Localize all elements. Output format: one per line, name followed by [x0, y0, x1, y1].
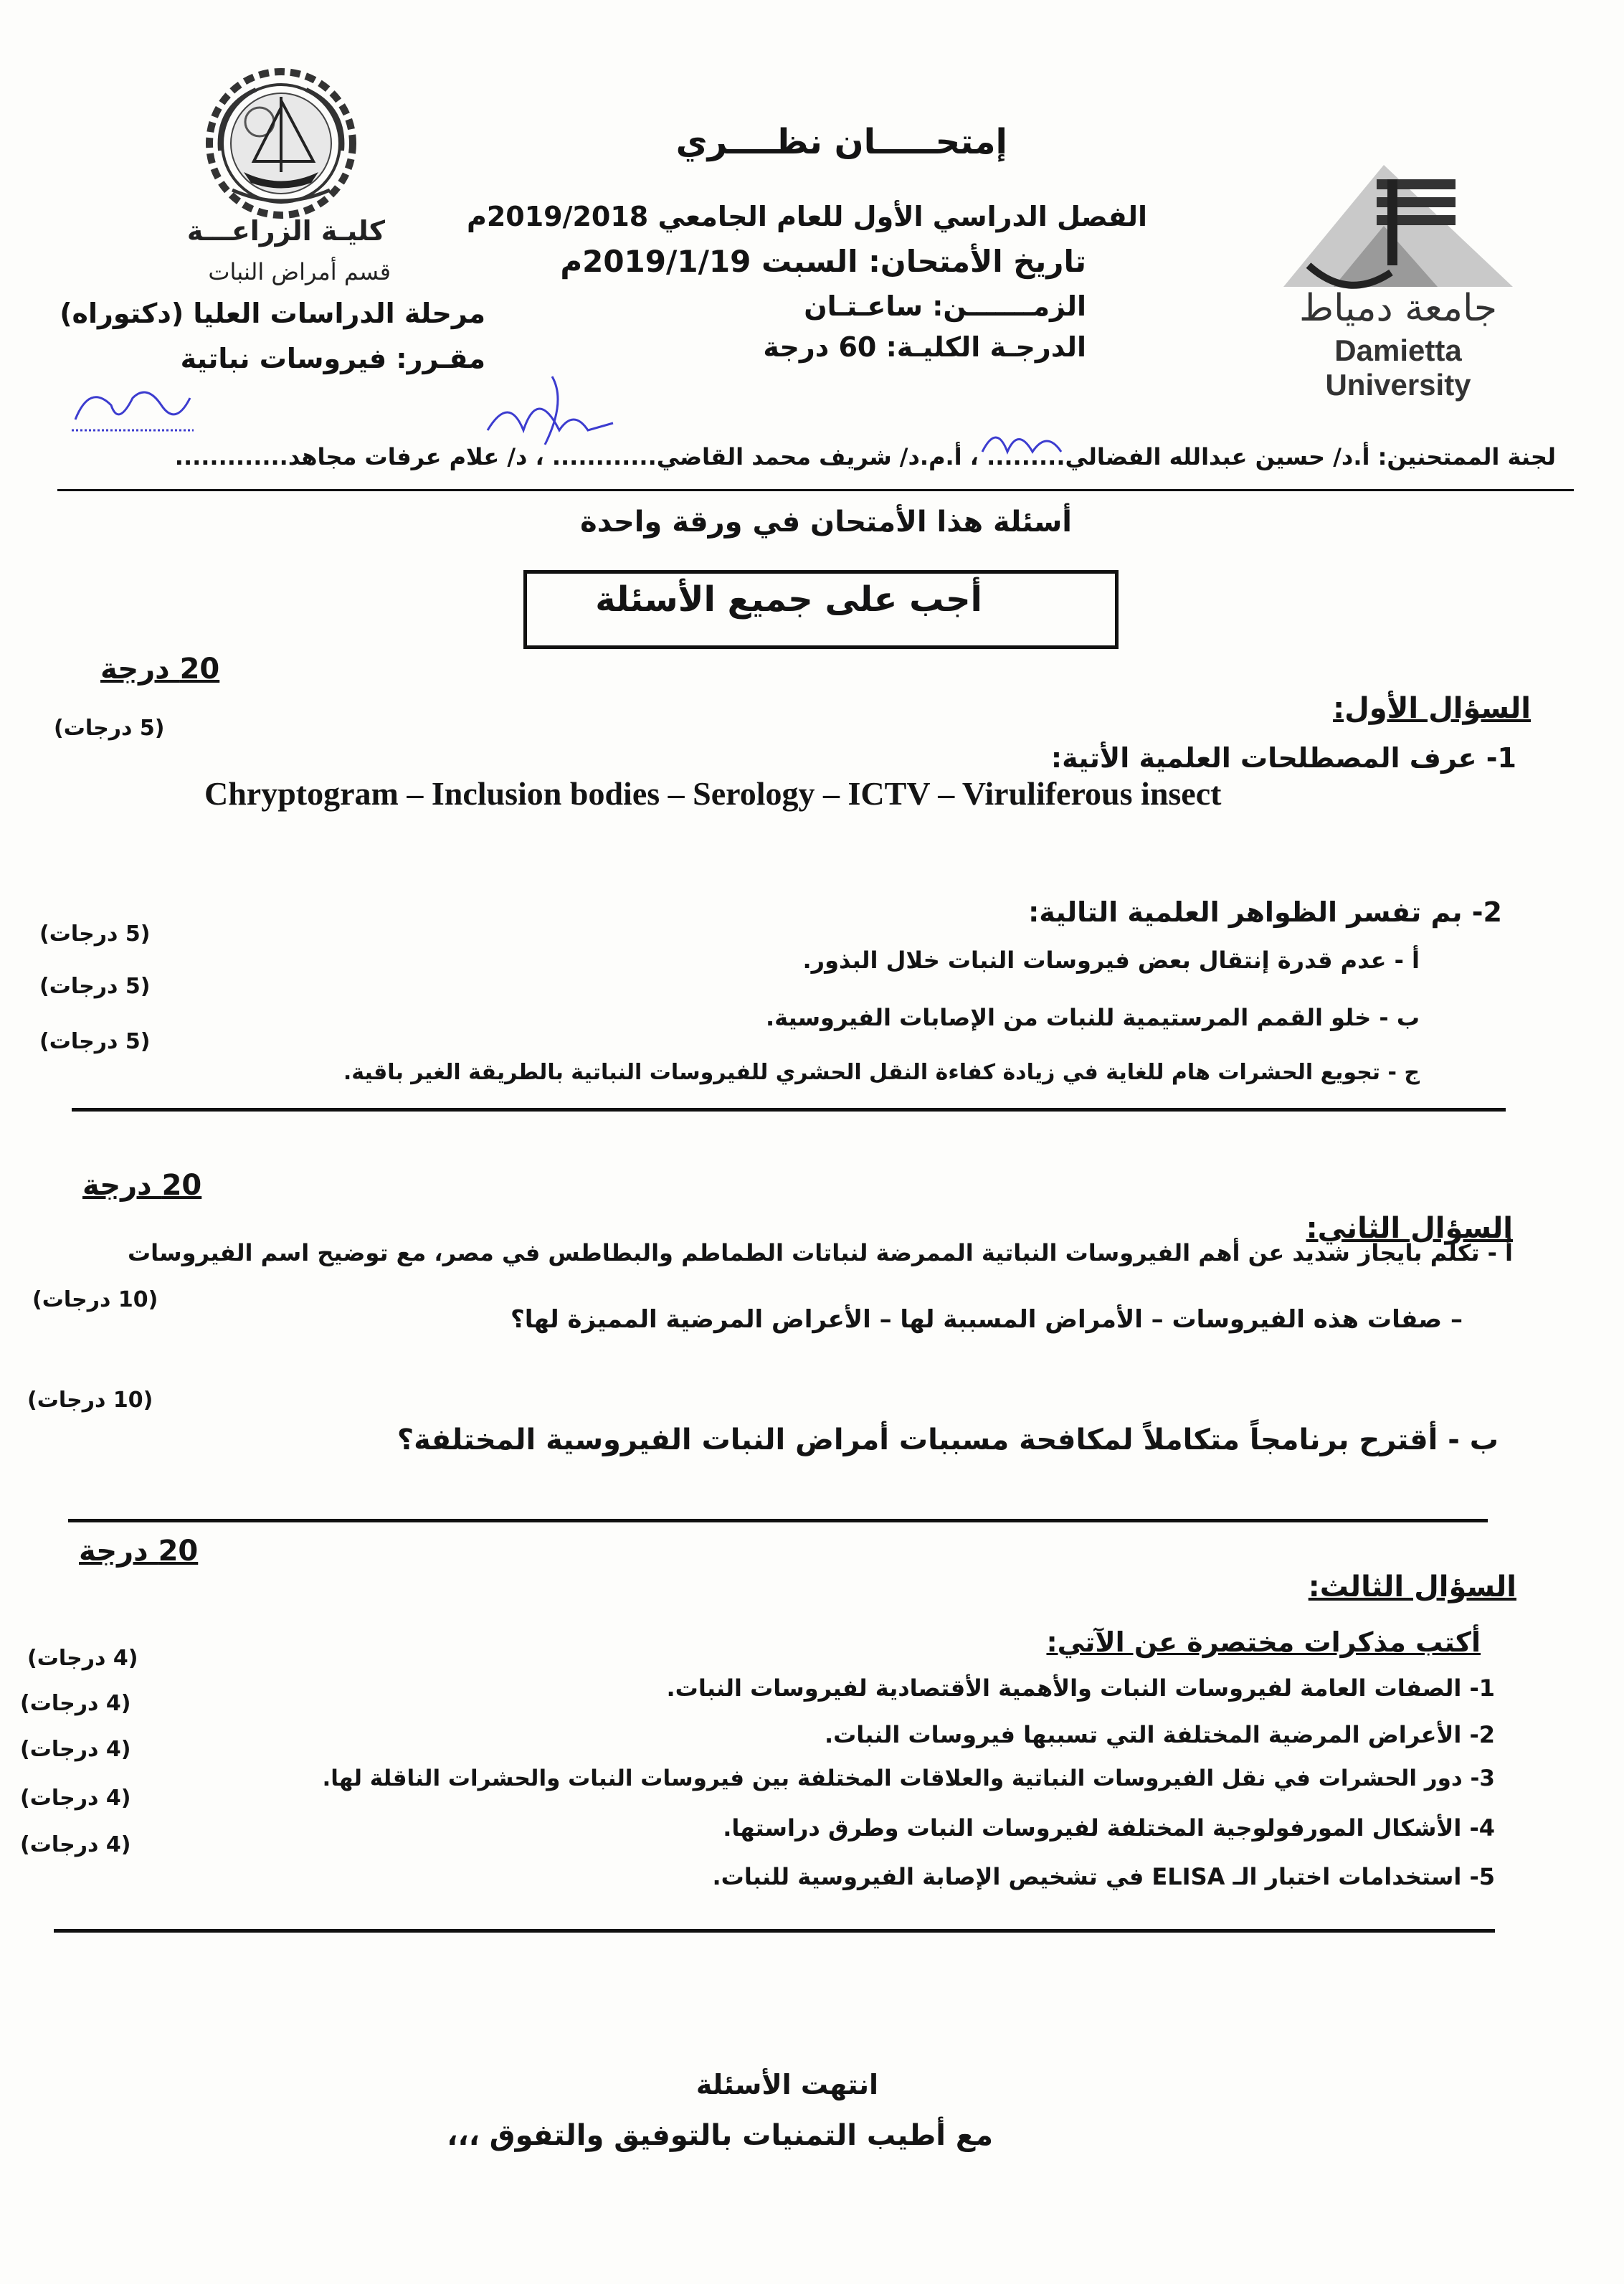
committee-divider — [57, 489, 1574, 491]
answer-all-instruction: أجب على جميع الأسئلة — [595, 579, 982, 620]
q3-mark-2: (4 درجات) — [20, 1691, 131, 1716]
q2-a-line1: أ - تكلم بايجاز شديد عن أهم الفيروسات النباتية الممرضة لنباتات الطماطم والبطاطس في مصر، مع توضيح اسم الفيروسات — [128, 1239, 1513, 1266]
q2-a-mark: (10 درجات) — [32, 1287, 158, 1312]
q3-item-3: 3- دور الحشرات في نقل الفيروسات النباتية والعلاقات المختلفة بين فيروسات النبات والحشرات الناقلة لها. — [322, 1766, 1495, 1791]
q3-mark-4: (4 درجات) — [20, 1786, 131, 1811]
study-stage: مرحلة الدراسات العليا (دكتوراه) — [60, 298, 485, 329]
q3-score: 20 درجة — [79, 1535, 199, 1568]
q1-title: السؤال الأول: — [1333, 692, 1531, 725]
q2-a-line2: – صفات هذه الفيروسات – الأمراض المسببة لها – الأعراض المرضية المميزة لها؟ — [510, 1305, 1463, 1334]
end-of-questions: انتهت الأسئلة — [695, 2069, 878, 2100]
exam-duration: الزمـــــــن: ساعـتـان — [804, 290, 1086, 322]
q1-divider — [72, 1108, 1506, 1112]
q2-score: 20 درجة — [82, 1169, 202, 1202]
q3-divider — [54, 1929, 1495, 1933]
semester-line: الفصل الدراسي الأول للعام الجامعي 2019/2018م — [466, 201, 1147, 232]
q3-mark-3: (4 درجات) — [20, 1737, 131, 1762]
examiner-signature-2 — [480, 373, 617, 452]
single-sheet-note: أسئلة هذا الأمتحان في ورقة واحدة — [580, 506, 1072, 539]
q3-item-4: 4- الأشكال المورفولوجية المختلفة لفيروسات النبات وطرق دراستها. — [723, 1814, 1495, 1842]
q3-item-1: 1- الصفات العامة لفيروسات النبات والأهمية الأقتصادية لفيروسات النبات. — [666, 1674, 1495, 1702]
exam-date: تاريخ الأمتحان: السبت 2019/1/19م — [560, 244, 1086, 279]
faculty-seal-logo — [188, 65, 374, 229]
q3-item-2: 2- الأعراض المرضية المختلفة التي تسببها فيروسات النبات. — [824, 1721, 1495, 1748]
q1-part2-mark-a: (5 درجات) — [39, 921, 151, 947]
q1-part2-item-c: ج - تجويع الحشرات هام للغاية في زيادة كفاءة النقل الحشري للفيروسات النباتية بالطريقة الغير باقية. — [343, 1060, 1420, 1085]
examiner-signature-3 — [975, 416, 1075, 466]
q3-title: السؤال الثالث: — [1308, 1570, 1516, 1603]
exam-committee: لجنة الممتحنين: أ.د/ حسين عبدالله الفضالي......... ، أ.م.د/ شريف محمد القاضي............ ، د/ علام عرفات مجاهد............. — [174, 443, 1556, 470]
university-name-en: Damietta University — [1325, 333, 1471, 402]
examiner-signature-1 — [68, 376, 197, 441]
q2-title: السؤال الثاني: — [1306, 1212, 1513, 1245]
total-grade: الدرجـة الكليـة: 60 درجة — [763, 331, 1086, 363]
department-name: قسم أمراض النبات — [208, 258, 391, 285]
university-name-ar: جامعة دمياط — [1299, 287, 1497, 330]
q1-part2-item-a: أ - عدم قدرة إنتقال بعض فيروسات النبات خلال البذور. — [802, 947, 1420, 974]
q3-mark-1: (4 درجات) — [27, 1646, 138, 1671]
q1-part2-mark-c: (5 درجات) — [39, 1029, 151, 1054]
q1-part1-mark: (5 درجات) — [54, 716, 165, 741]
q1-part1-heading: 1- عرف المصطلحات العلمية الأتية: — [1050, 742, 1516, 774]
course-name: مقـرر: فيروسات نباتية — [180, 343, 485, 374]
exam-title: إمتحـــــان نظــــري — [675, 122, 1007, 162]
q2-b-text: ب - أقترح برنامجاً متكاملاً لمكافحة مسببات أمراض النبات الفيروسية المختلفة؟ — [396, 1423, 1499, 1456]
q3-heading: أكتب مذكرات مختصرة عن الآتي: — [1046, 1626, 1481, 1658]
q1-part2-mark-b: (5 درجات) — [39, 974, 151, 999]
q1-part2-heading: 2- بم تفسر الظواهر العلمية التالية: — [1028, 896, 1502, 928]
college-name: كليـة الزراعـــة — [186, 215, 385, 247]
q3-item-5: 5- استخدامات اختبار الـ ELISA في تشخيص الإصابة الفيروسية للنبات. — [712, 1863, 1495, 1890]
closing-wishes: مع أطيب التمنيات بالتوفيق والتفوق ،،، — [447, 2119, 993, 2152]
q2-b-mark: (10 درجات) — [27, 1388, 153, 1413]
q2-divider — [68, 1519, 1488, 1522]
q1-part2-item-b: ب - خلو القمم المرستيمية للنبات من الإصابات الفيروسية. — [765, 1004, 1420, 1031]
q3-mark-5: (4 درجات) — [20, 1832, 131, 1857]
q1-terms: Chryptogram – Inclusion bodies – Serology – ICTV – Viruliferous insect — [204, 775, 1222, 812]
q1-score: 20 درجة — [100, 653, 220, 686]
